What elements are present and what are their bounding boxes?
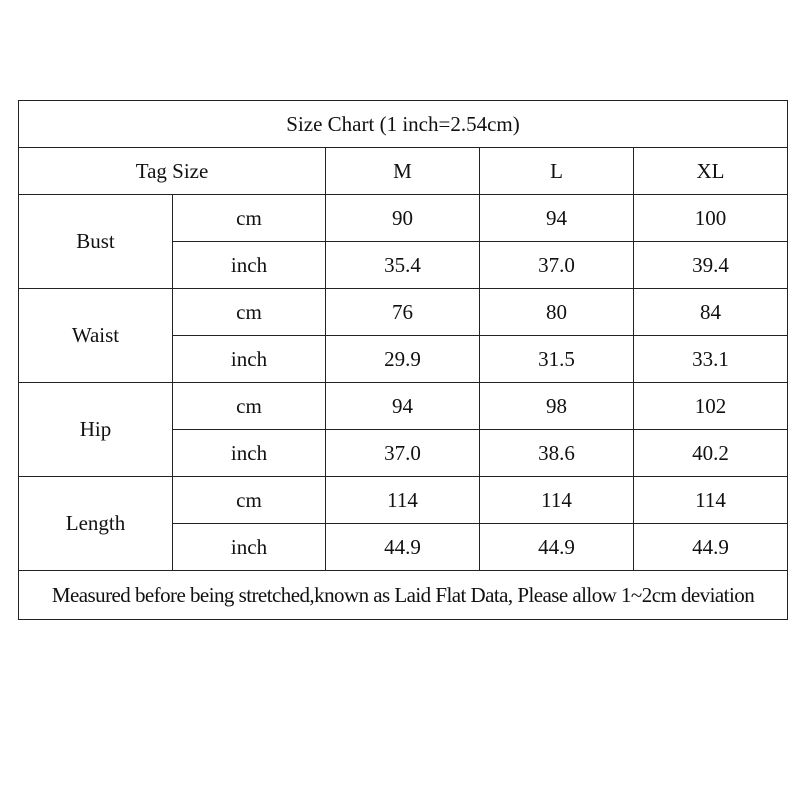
unit-cell: cm (173, 383, 326, 430)
unit-cell: inch (173, 336, 326, 383)
unit-cell: inch (173, 242, 326, 289)
value-cell: 114 (634, 477, 788, 524)
title-row (19, 101, 788, 148)
table-row (19, 477, 788, 524)
table-row (19, 289, 788, 336)
unit-cell: cm (173, 477, 326, 524)
unit-cell: cm (173, 195, 326, 242)
value-cell: 90 (326, 195, 480, 242)
value-cell: 29.9 (326, 336, 480, 383)
table-row (19, 195, 788, 242)
value-cell: 94 (326, 383, 480, 430)
unit-cell: inch (173, 524, 326, 571)
size-chart-table (18, 100, 788, 620)
size-header-l: L (480, 148, 634, 195)
value-cell: 39.4 (634, 242, 788, 289)
value-cell: 98 (480, 383, 634, 430)
table-row (19, 383, 788, 430)
chart-title: Size Chart (1 inch=2.54cm) (19, 101, 788, 148)
value-cell: 94 (480, 195, 634, 242)
size-header-xl: XL (634, 148, 788, 195)
size-header-m: M (326, 148, 480, 195)
value-cell: 33.1 (634, 336, 788, 383)
measurement-label-hip: Hip (19, 383, 173, 477)
unit-cell: cm (173, 289, 326, 336)
measurement-label-length: Length (19, 477, 173, 571)
value-cell: 40.2 (634, 430, 788, 477)
value-cell: 37.0 (480, 242, 634, 289)
value-cell: 114 (480, 477, 634, 524)
footer-row (19, 571, 788, 620)
value-cell: 44.9 (480, 524, 634, 571)
value-cell: 31.5 (480, 336, 634, 383)
footer-note: Measured before being stretched,known as Laid Flat Data, Please allow 1~2cm deviation (19, 571, 788, 620)
value-cell: 44.9 (326, 524, 480, 571)
value-cell: 114 (326, 477, 480, 524)
measurement-label-waist: Waist (19, 289, 173, 383)
value-cell: 38.6 (480, 430, 634, 477)
header-row (19, 148, 788, 195)
value-cell: 102 (634, 383, 788, 430)
measurement-label-bust: Bust (19, 195, 173, 289)
value-cell: 44.9 (634, 524, 788, 571)
value-cell: 35.4 (326, 242, 480, 289)
value-cell: 84 (634, 289, 788, 336)
value-cell: 80 (480, 289, 634, 336)
value-cell: 100 (634, 195, 788, 242)
unit-cell: inch (173, 430, 326, 477)
value-cell: 76 (326, 289, 480, 336)
tag-size-header: Tag Size (19, 148, 326, 195)
value-cell: 37.0 (326, 430, 480, 477)
